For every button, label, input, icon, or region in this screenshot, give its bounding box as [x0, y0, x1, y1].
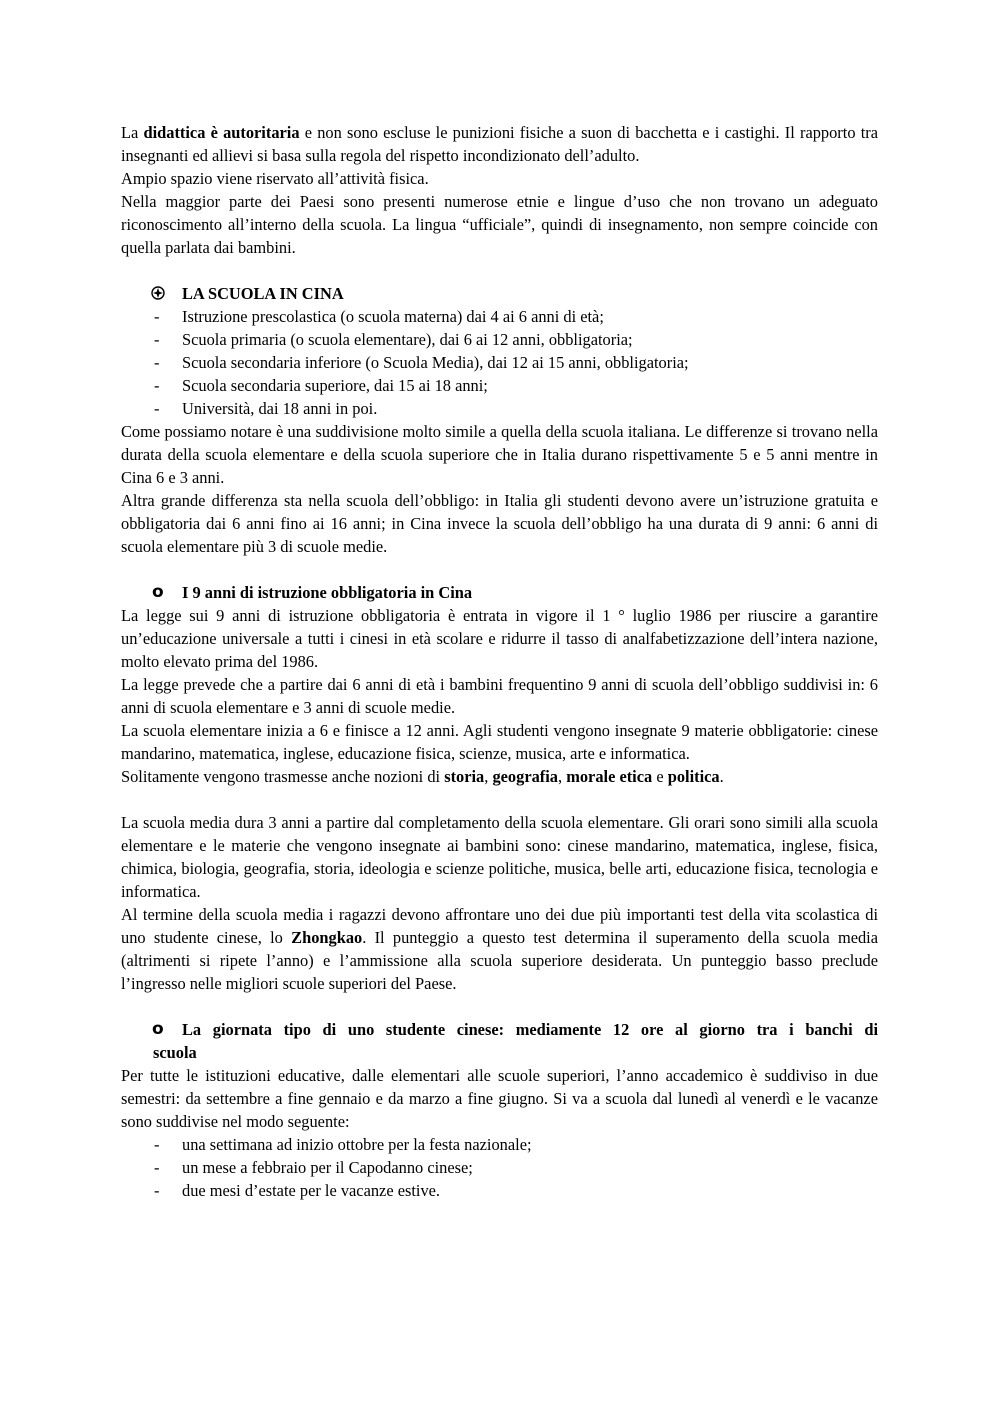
section-title-line-2: scuola: [153, 1043, 197, 1062]
section-title-line-1: La giornata tipo di uno studente cinese: mediamente 12 ore al giorno tra i banchi di: [182, 1020, 878, 1039]
text-run: Solitamente vengono trasmesse anche nozioni di: [121, 767, 445, 786]
list-item: [121, 1133, 878, 1156]
holidays-list: [121, 1133, 878, 1202]
spacer: [121, 259, 878, 282]
9anni-paragraph-3: La scuola elementare inizia a 6 e finisce a 12 anni. Agli studenti vengono insegnate 9 materie obbligatorie: cinese mandarino, matematica, inglese, educazione fisica, scienze, musica, arte e informatica.: [121, 721, 878, 763]
cina-paragraph-2: Altra grande differenza sta nella scuola dell’obbligo: in Italia gli studenti devono avere un’istruzione gratuita e obbligatoria dai 6 anni fino ai 16 anni; in Cina invece la scuola dell’obbligo ha una durata di 9 anni: 6 anni di scuola elementare più 3 di scuole medie.: [121, 491, 878, 556]
list-item-text: Università, dai 18 anni in poi.: [182, 399, 378, 418]
list-item-text: Istruzione prescolastica (o scuola materna) dai 4 ai 6 anni di età;: [182, 307, 604, 326]
intro-paragraph-1: [121, 121, 878, 167]
spacer: [121, 995, 878, 1018]
text-run: . Il punteggio a questo test determina il superamento della scuola media (altrimenti si ripete l’anno) e l’ammissione alla scuola superiore desiderata. Un punteggio basso preclude l’ingresso nelle migliori scuole superiori del Paese.: [121, 928, 878, 993]
text-run: ,: [558, 767, 567, 786]
spacer: [121, 558, 878, 581]
list-item-text: Scuola secondaria inferiore (o Scuola Media), dai 12 ai 15 anni, obbligatoria;: [182, 353, 689, 372]
9anni-paragraph-1: La legge sui 9 anni di istruzione obbligatoria è entrata in vigore il 1 ° luglio 1986 per riuscire a garantire un’educazione universale a tutti i cinesi in età scolare e ridurre il tasso di analfabetizzazione dell’intera nazione, molto elevato prima del 1986.: [121, 606, 878, 671]
list-item: [121, 397, 878, 420]
dash-bullet: -: [154, 399, 160, 418]
text-run: ,: [484, 767, 493, 786]
star-bullet-icon: [151, 286, 165, 300]
intro-paragraph-3: Nella maggior parte dei Paesi sono presenti numerose etnie e lingue d’uso che non trovano un adeguato riconoscimento all’interno della scuola. La lingua “ufficiale”, quindi di insegnamento, non sempre coincide con quella parlata dai bambini.: [121, 192, 878, 257]
section-heading-9anni: [121, 581, 878, 604]
9anni-paragraph-5: La scuola media dura 3 anni a partire dal completamento della scuola elementare. Gli orari sono simili alla scuola elementare e le materie che vengono insegnate ai bambini sono: cinese mandarino, matematica, inglese, fisica, chimica, biologia, geografia, storia, ideologia e scienze politiche, musica, belle arti, educazione fisica, tecnologia e informatica.: [121, 813, 878, 901]
bold-text: storia: [444, 767, 485, 786]
spacer: [121, 788, 878, 811]
bold-text: politica: [667, 767, 720, 786]
list-item: [121, 1179, 878, 1202]
dash-bullet: -: [154, 330, 160, 349]
dash-bullet: -: [154, 1181, 160, 1200]
text-run: e non sono escluse le punizioni fisiche a suon di bacchetta e i castighi. Il rapporto tra insegnanti ed allievi si basa sulla regola del rispetto incondizionato dell’adulto.: [121, 123, 878, 165]
dash-bullet: -: [154, 1135, 160, 1154]
list-item-text: una settimana ad inizio ottobre per la festa nazionale;: [182, 1135, 532, 1154]
list-item: [121, 1156, 878, 1179]
bold-text: didattica è autoritaria: [143, 123, 300, 142]
text-run: La: [121, 123, 144, 142]
page-content: [121, 121, 878, 1202]
bold-text: geografia: [492, 767, 558, 786]
list-item-text: due mesi d’estate per le vacanze estive.: [182, 1181, 441, 1200]
dash-bullet: -: [154, 376, 160, 395]
bold-text: Zhongkao: [291, 928, 363, 947]
list-item: [121, 374, 878, 397]
list-item-text: Scuola secondaria superiore, dai 15 ai 18 anni;: [182, 376, 488, 395]
circle-bullet-icon: o: [152, 1019, 164, 1039]
section-title: LA SCUOLA IN CINA: [182, 284, 344, 303]
section-heading-giornata: [121, 1018, 878, 1064]
intro-paragraph-2: Ampio spazio viene riservato all’attività fisica.: [121, 169, 429, 188]
9anni-paragraph-4: [121, 765, 878, 788]
list-item-text: un mese a febbraio per il Capodanno cinese;: [182, 1158, 473, 1177]
list-item-text: Scuola primaria (o scuola elementare), dai 6 ai 12 anni, obbligatoria;: [182, 330, 633, 349]
list-item: [121, 351, 878, 374]
dash-bullet: -: [154, 353, 160, 372]
giornata-paragraph-1: Per tutte le istituzioni educative, dalle elementari alle scuole superiori, l’anno accademico è suddiviso in due semestri: da settembre a fine gennaio e da marzo a fine giugno. Si va a scuola dal lunedì al venerdì e le vacanze sono suddivise nel modo seguente:: [121, 1066, 878, 1131]
circle-bullet-icon: o: [152, 582, 164, 602]
cina-paragraph-1: Come possiamo notare è una suddivisione molto simile a quella della scuola italiana. Le differenze si trovano nella durata della scuola elementare e della scuola superiore che in Italia durano rispettivamente 5 e 5 anni mentre in Cina 6 e 3 anni.: [121, 422, 878, 487]
9anni-paragraph-2: La legge prevede che a partire dai 6 anni di età i bambini frequentino 9 anni di scuola dell’obbligo suddivisi in: 6 anni di scuola elementare e 3 anni di scuole medie.: [121, 675, 878, 717]
text-run: e: [652, 767, 668, 786]
dash-bullet: -: [154, 1158, 160, 1177]
section-heading-cina: [121, 282, 878, 305]
list-item: [121, 305, 878, 328]
9anni-paragraph-6: [121, 903, 878, 995]
section-title: I 9 anni di istruzione obbligatoria in Cina: [182, 583, 473, 602]
school-levels-list: [121, 305, 878, 420]
text-run: .: [719, 767, 724, 786]
bold-text: morale etica: [566, 767, 653, 786]
dash-bullet: -: [154, 307, 160, 326]
text-run: Al termine della scuola media i ragazzi devono affrontare uno dei due più importanti test della vita scolastica di uno studente cinese, lo: [121, 905, 878, 947]
list-item: [121, 328, 878, 351]
